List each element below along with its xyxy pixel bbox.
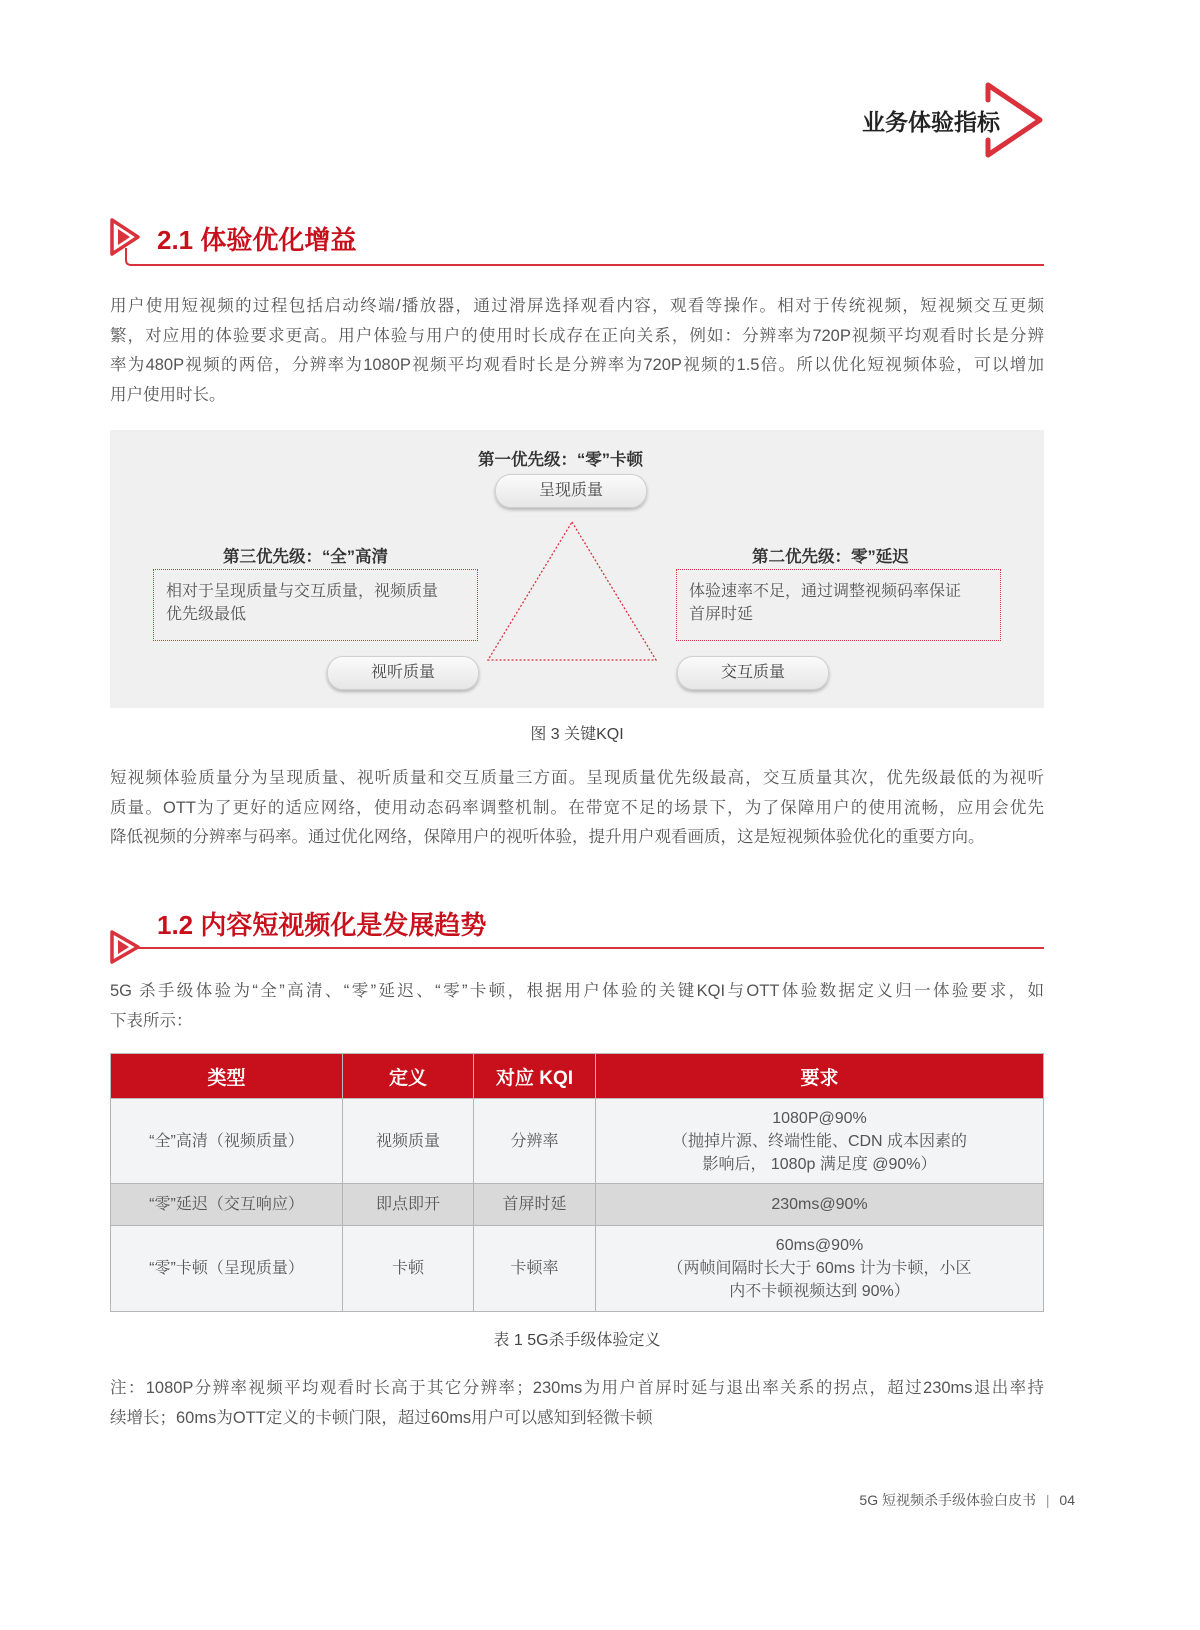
experience-table <box>110 1053 1044 1312</box>
requirement-line: （抛掉片源、终端性能、CDN 成本因素的 <box>671 1132 968 1150</box>
column-header: 对应 KQI <box>474 1054 596 1099</box>
table-caption: 表 1 5G杀手级体验定义 <box>493 1332 661 1349</box>
requirement-line: 1080P@90% <box>772 1109 867 1127</box>
pill-audiovisual-quality: 视听质量 <box>327 656 479 690</box>
requirement-line: 影响后， 1080p 满足度 @90%） <box>702 1155 937 1173</box>
priority-1-label: 第一优先级：“零”卡顿 <box>478 451 643 469</box>
section-divider <box>136 947 1044 949</box>
text-line: 质量。OTT为了更好的适应网络，使用动态码率调整机制。在带宽不足的场景下，为了保障用户的使用流畅，应用会优先 <box>110 798 1044 817</box>
requirement-line: 230ms@90% <box>771 1196 868 1213</box>
paragraph-quality <box>110 764 1044 853</box>
section-divider <box>130 264 1044 266</box>
text-line: 短视频体验质量分为呈现质量、视听质量和交互质量三方面。呈现质量优先级最高，交互质量其次，优先级最低的为视听 <box>110 769 1044 787</box>
text-line: 率为480P视频的两倍，分辨率为1080P视频平均观看时长是分辨率为720P视频的1.5倍。所以优化短视频体验，可以增加 <box>110 356 1044 374</box>
paragraph-intro <box>110 292 1044 410</box>
text-line: 用户使用时长。 <box>110 385 226 404</box>
table-row <box>111 1226 1044 1312</box>
page-number: 04 <box>1059 1492 1075 1508</box>
priority-3-box <box>153 569 478 641</box>
play-section-icon <box>106 216 146 270</box>
page-footer <box>859 1490 1075 1510</box>
table-row <box>111 1099 1044 1184</box>
cell-definition: 即点即开 <box>343 1184 474 1226</box>
cell-type: “零”延迟（交互响应） <box>111 1184 343 1226</box>
cell-type: “全”高清（视频质量） <box>111 1099 343 1184</box>
cell-requirement <box>596 1184 1044 1226</box>
cell-kqi: 分辨率 <box>474 1099 596 1184</box>
priority-3-label: 第三优先级：“全”高清 <box>223 548 388 566</box>
cell-kqi: 卡顿率 <box>474 1226 596 1312</box>
section-title: 1.2 内容短视频化是发展趋势 <box>157 910 487 940</box>
requirement-line: （两帧间隔时长大于 60ms 计为卡顿，小区 <box>667 1260 972 1277</box>
text-line: 用户使用短视频的过程包括启动终端/播放器，通过滑屏选择观看内容，观看等操作。相对于传统视频，短视频交互更频 <box>110 297 1044 315</box>
box-text: 相对于呈现质量与交互质量，视频质量 <box>166 583 439 600</box>
box-text: 体验速率不足，通过调整视频码率保证 <box>689 583 962 600</box>
cell-type: “零”卡顿（呈现质量） <box>111 1226 343 1312</box>
requirement-line: 60ms@90% <box>775 1237 864 1254</box>
section-title: 2.1 体验优化增益 <box>157 225 357 255</box>
text-line: 繁，对应用的体验要求更高。用户体验与用户的使用时长成存在正向关系，例如：分辨率为720P视频平均观看时长是分辨 <box>110 326 1044 345</box>
box-text: 首屏时延 <box>689 606 754 623</box>
chapter-title: 业务体验指标 <box>862 109 1000 135</box>
requirement-line: 内不卡顿视频达到 90%） <box>729 1283 910 1300</box>
cell-definition: 卡顿 <box>343 1226 474 1312</box>
footer-separator: | <box>1045 1492 1050 1508</box>
figure-caption: 图 3 关键KQI <box>530 726 624 743</box>
cell-requirement <box>596 1099 1044 1184</box>
text-line: 5G 杀手级体验为“全”高清、“零”延迟、“零”卡顿，根据用户体验的关键KQI与OTT体验数据定义归一体验要求，如 <box>110 982 1044 1000</box>
cell-definition: 视频质量 <box>343 1099 474 1184</box>
footer-doc-title: 5G 短视频杀手级体验白皮书 <box>859 1492 1036 1508</box>
box-text: 优先级最低 <box>166 606 247 623</box>
column-header: 要求 <box>596 1054 1044 1099</box>
triangle-diagram <box>484 518 660 664</box>
text-line: 下表所示： <box>110 1011 193 1030</box>
note-paragraph <box>110 1374 1044 1433</box>
text-line: 注：1080P分辨率视频平均观看时长高于其它分辨率；230ms为用户首屏时延与退出率关系的拐点，超过230ms退出率持 <box>110 1379 1044 1397</box>
paragraph-table-intro <box>110 977 1044 1036</box>
priority-2-label: 第二优先级：零”延迟 <box>752 548 909 566</box>
chevron-arrow-icon <box>982 80 1048 160</box>
cell-kqi: 首屏时延 <box>474 1184 596 1226</box>
pill-presentation-quality: 呈现质量 <box>495 474 647 508</box>
priority-2-box <box>676 569 1001 641</box>
pill-interaction-quality: 交互质量 <box>677 656 829 690</box>
cell-requirement <box>596 1226 1044 1312</box>
column-header: 定义 <box>343 1054 474 1099</box>
table-row <box>111 1184 1044 1226</box>
table-header-row <box>111 1054 1044 1099</box>
text-line: 续增长；60ms为OTT定义的卡顿门限，超过60ms用户可以感知到轻微卡顿 <box>110 1408 653 1427</box>
column-header: 类型 <box>111 1054 343 1099</box>
text-line: 降低视频的分辨率与码率。通过优化网络，保障用户的视听体验，提升用户观看画质，这是短视频体验优化的重要方向。 <box>110 828 985 846</box>
